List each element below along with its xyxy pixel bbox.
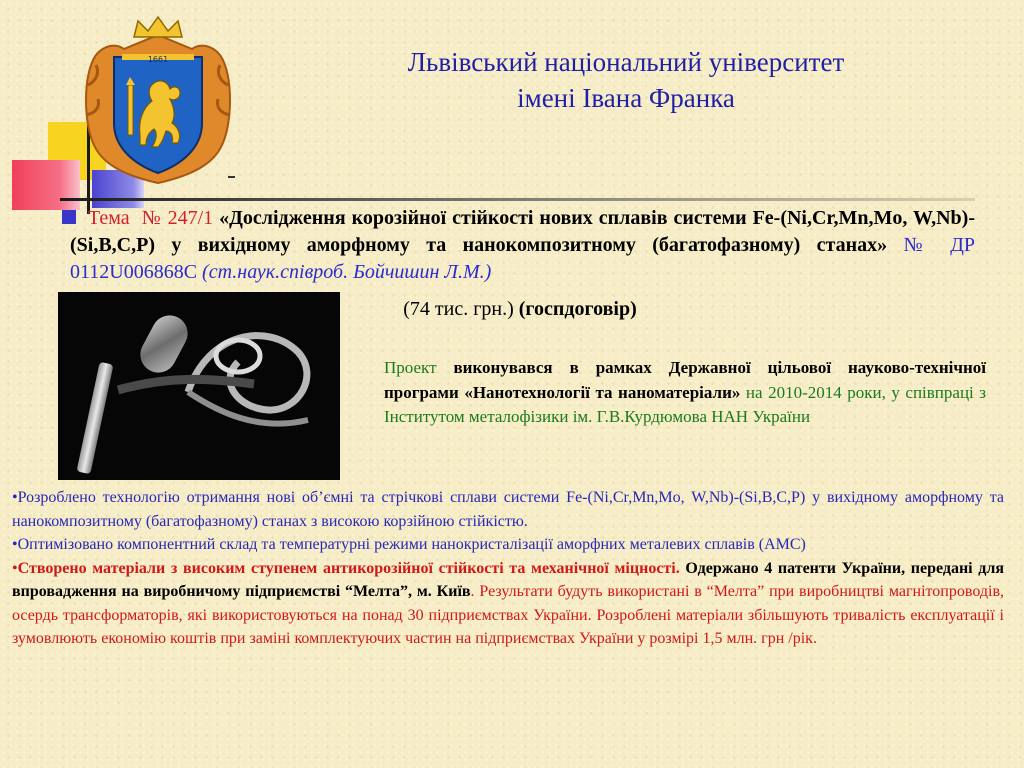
theme-contract: (госпдоговір) [518, 298, 637, 320]
decor-horizontal-line [60, 198, 975, 201]
result-materials-details: . Результати будуть використані в “Мелта” при виробництві магнітопроводів, осердь трансформаторів, які використовуються на понад 30 підприємствах України. Розроблені матеріали збільшують тривалість експлуатації і зумовлюють економію коштів при заміні комплектуючих частин на підприємствах України у розмірі 1,5 млн. грн /рік. [12, 583, 1004, 647]
result-bullet: • [12, 559, 18, 577]
result-item-technology: •Розроблено технологію отримання нові об’ємні та стрічкові сплави системи Fe-(Ni,Cr,Mn,Mo, W,Nb)-(Si,B,C,P) у вихідному аморфному та нанокомпозитному (багатофазному) станах з високою корзійною стійкістю. [12, 489, 1004, 530]
decor-red-square [12, 160, 80, 210]
theme-registration: № ДР 0112U006868С [70, 234, 975, 283]
project-details: на 2010-2014 роки, у співпраці з Інститутом металофізики ім. Г.В.Курдюмова НАН України [384, 382, 987, 426]
coat-of-arms-logo [82, 15, 234, 185]
alloy-samples-photo [58, 292, 340, 480]
theme-supervisor: (ст.наук.співроб. Бойчишин Л.М.) [202, 261, 492, 283]
project-paragraph [384, 356, 986, 430]
results-list [12, 486, 1004, 651]
result-item-optimization: •Оптимізовано компонентний склад та температурні режими нанокристалізації аморфних металевих сплавів (АМС) [12, 536, 806, 553]
lion-crest-icon [82, 15, 234, 185]
university-title-line2: імені Івана Франка [517, 83, 735, 113]
theme-title: «Дослідження корозійної стійкості нових сплавів системи Fe-(Ni,Cr,Mn,Mo, W,Nb)-(Si,B,C,P) у вихідному аморфному та нанокомпозитному (багатофазному) станах» [70, 207, 976, 256]
crest-year: 1661 [147, 55, 169, 64]
theme-paragraph [70, 205, 975, 286]
university-title-line1: Львівський національний університет [407, 47, 845, 77]
project-word: Проект [384, 358, 437, 377]
alloy-samples-image [58, 292, 340, 480]
theme-funding [300, 296, 740, 323]
result-patents: Одержано 4 патенти України, передані для впровадження на виробничому підприємстві “Мелта”, м. Київ [12, 559, 1005, 600]
result-item-materials [12, 557, 1004, 651]
theme-label: Тема [87, 207, 130, 229]
project-program: виконувався в рамках Державної цільової науково-технічної програми «Нанотехнології та наноматеріали» [384, 358, 987, 402]
theme-number: № 247/1 [141, 207, 214, 229]
theme-amount: (74 тис. грн.) [403, 298, 514, 320]
result-materials-bold: Створено матеріали з високим ступенем антикорозійної стійкості та механічної міцності. [17, 559, 680, 577]
university-title [300, 44, 952, 116]
